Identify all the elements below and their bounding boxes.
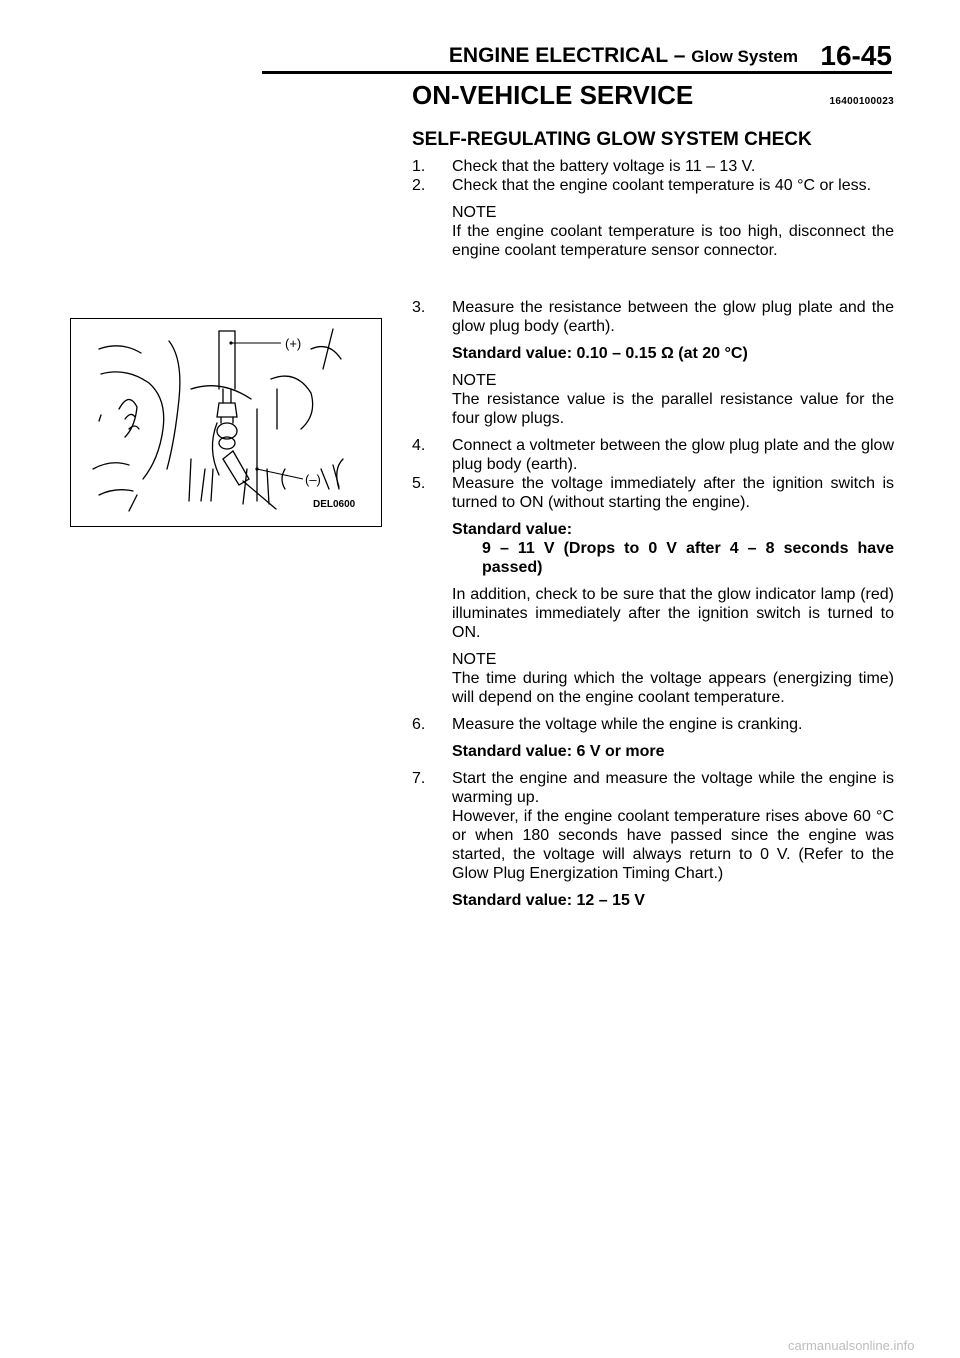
step-text: Measure the resistance between the glow plug plate and the glow plug body (earth). — [452, 299, 894, 335]
standard-value-label: Standard value: — [452, 521, 573, 538]
figure-label-plus: (+) — [285, 336, 302, 351]
step-text: Measure the voltage while the engine is cranking. — [452, 716, 803, 733]
page-header — [262, 40, 892, 70]
figure-label-minus: (–) — [305, 472, 321, 487]
note-text: If the engine coolant temperature is too high, disconnect the engine coolant temperature sensor connector. — [452, 223, 894, 259]
header-title — [449, 44, 798, 68]
step-3 — [412, 298, 894, 336]
standard-value: 9 – 11 V (Drops to 0 V after 4 – 8 seconds have passed) — [482, 540, 894, 576]
step-text: Check that the engine coolant temperature is 40 °C or less. — [452, 177, 872, 194]
step-text: Check that the battery voltage is 11 – 13 V. — [452, 158, 756, 175]
glow-plug-figure — [70, 318, 382, 527]
step-4 — [412, 436, 894, 474]
step-text: Start the engine and measure the voltage while the engine is warming up. — [452, 770, 894, 806]
standard-value: Standard value: 6 V or more — [452, 743, 665, 760]
main-content — [412, 80, 894, 910]
step-5 — [412, 474, 894, 512]
section-code: 16400100023 — [829, 96, 894, 107]
standard-value: Standard value: 12 – 15 V — [452, 892, 645, 909]
header-rule — [262, 71, 892, 74]
step-number: 5. — [412, 475, 426, 492]
step-number: 6. — [412, 716, 426, 733]
standard-value: Standard value: 0.10 – 0.15 Ω (at 20 °C) — [452, 345, 748, 362]
step-number: 4. — [412, 437, 426, 454]
step-1 — [412, 157, 894, 176]
section-heading — [412, 80, 894, 120]
step-7-detail: However, if the engine coolant temperature rises above 60 °C or when 180 seconds have passed since the engine was started, the voltage will always return to 0 V. (Refer to the Glow Plug Energization Timing Chart.) — [452, 808, 894, 882]
step-number: 7. — [412, 770, 426, 787]
note-label: NOTE — [452, 372, 497, 389]
note-text: The time during which the voltage appears (energizing time) will depend on the engine coolant temperature. — [452, 670, 894, 706]
glow-plug-illustration — [71, 319, 381, 526]
step-6 — [412, 715, 894, 734]
note-text: The resistance value is the parallel resistance value for the four glow plugs. — [452, 391, 894, 427]
note-label: NOTE — [452, 651, 497, 668]
step-number: 3. — [412, 299, 426, 316]
step-text: Connect a voltmeter between the glow plug plate and the glow plug body (earth). — [452, 437, 894, 473]
note-label: NOTE — [452, 204, 497, 221]
header-dash: – — [667, 44, 692, 67]
additional-check: In addition, check to be sure that the glow indicator lamp (red) illuminates immediately after the ignition switch is turned to ON. — [452, 586, 894, 641]
subsection-title: SELF-REGULATING GLOW SYSTEM CHECK — [412, 129, 812, 150]
step-number: 2. — [412, 177, 426, 194]
step-text: Measure the voltage immediately after the ignition switch is turned to ON (without starting the engine). — [452, 475, 894, 511]
header-subtitle: Glow System — [691, 47, 798, 66]
step-2 — [412, 176, 894, 195]
header-chapter: ENGINE ELECTRICAL — [448, 44, 668, 67]
step-7 — [412, 769, 894, 807]
figure-code: DEL0600 — [313, 499, 356, 510]
section-title: ON-VEHICLE SERVICE — [412, 80, 694, 110]
step-number: 1. — [412, 158, 426, 175]
watermark: carmanualsonline.info — [788, 1338, 915, 1353]
page-number: 16-45 — [820, 40, 892, 71]
